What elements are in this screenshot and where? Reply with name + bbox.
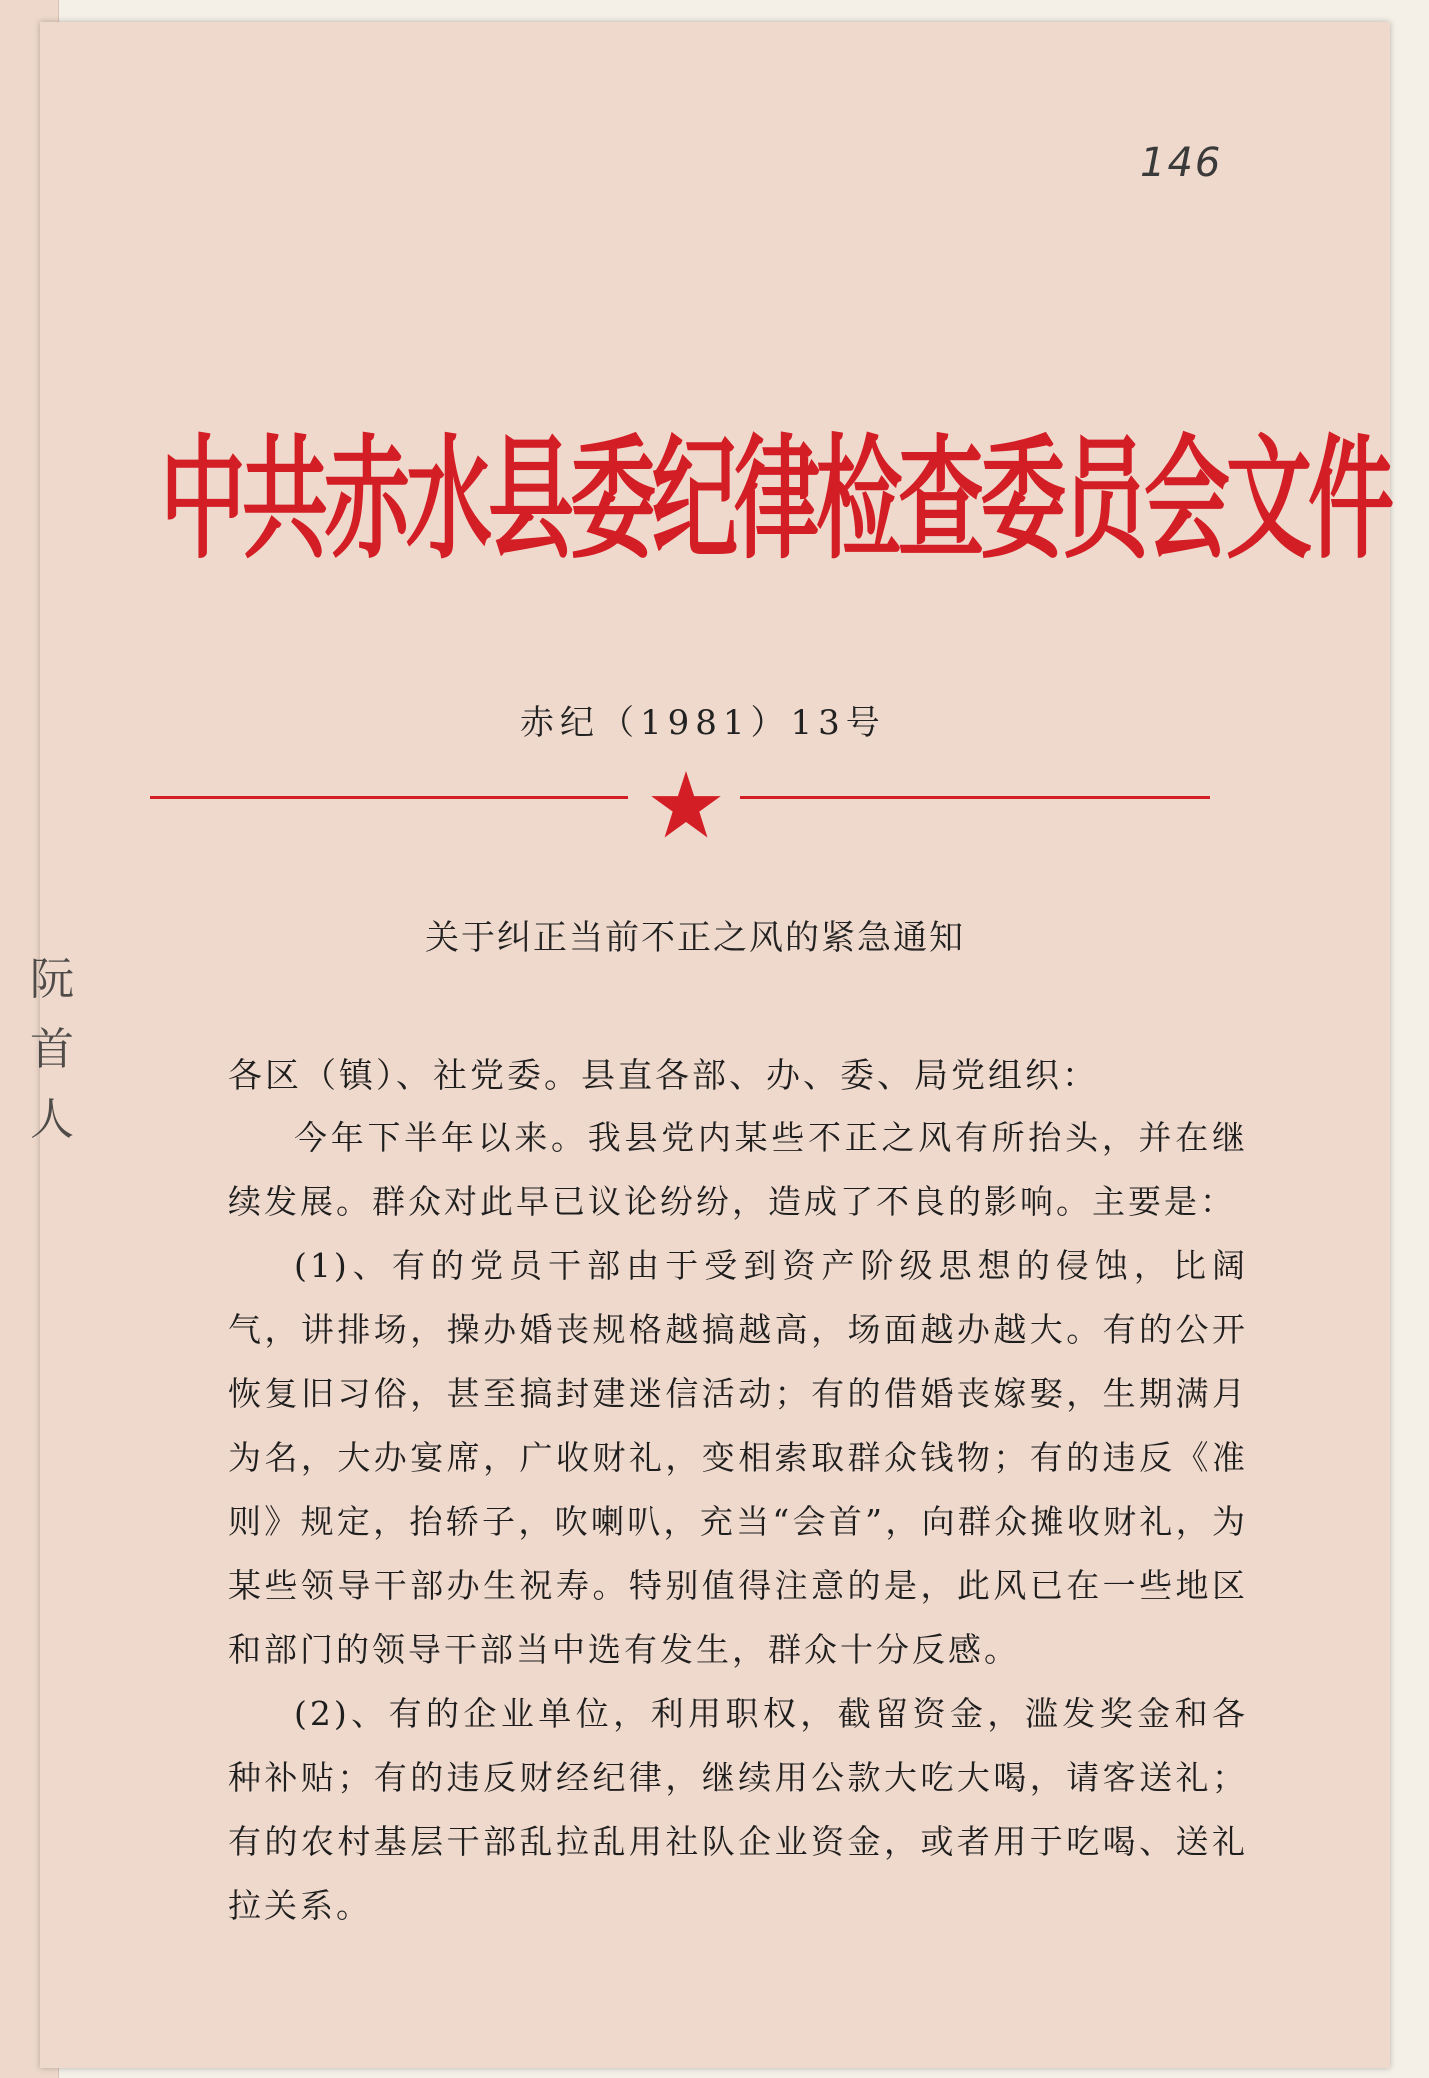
handwritten-margin-note: 阮首人: [30, 954, 74, 1145]
document-header-title: 中共赤水县委纪律检查委员会文件: [160, 423, 1390, 578]
document-number: 赤纪（1981）13号: [520, 703, 886, 743]
body-paragraph: 今年下半年以来。我县党内某些不正之风有所抬头，并在继续发展。群众对此早已议论纷纷，造成了不良的影响。主要是：: [228, 1118, 1248, 1221]
notice-title: 关于纠正当前不正之风的紧急通知: [425, 918, 965, 958]
page-number: 146: [1140, 140, 1223, 186]
body-paragraph: (2)、有的企业单位，利用职权，截留资金，滥发奖金和各种补贴；有的违反财经纪律，继续用公款大吃大喝，请客送礼；有的农村基层干部乱拉乱用社队企业资金，或者用于吃喝、送礼拉关系。: [228, 1694, 1248, 1925]
addressee-line: 各区（镇）、社党委。县直各部、办、委、局党组织：: [228, 1056, 1099, 1096]
red-star-icon: [649, 768, 723, 842]
notice-body: [228, 1106, 1248, 1938]
header-rule-right: [740, 796, 1210, 799]
header-rule-left: [150, 796, 628, 799]
body-paragraph: (1)、有的党员干部由于受到资产阶级思想的侵蚀，比阔气，讲排场，操办婚丧规格越搞越高，场面越办越大。有的公开恢复旧习俗，甚至搞封建迷信活动；有的借婚丧嫁娶，生期满月为名，大办宴席，广收财礼，变相索取群众钱物；有的违反《准则》规定，抬轿子，吹喇叭，充当“会首”，向群众摊收财礼，为某些领导干部办生祝寿。特别值得注意的是，此风已在一些地区和部门的领导干部当中选有发生，群众十分反感。: [228, 1246, 1248, 1669]
